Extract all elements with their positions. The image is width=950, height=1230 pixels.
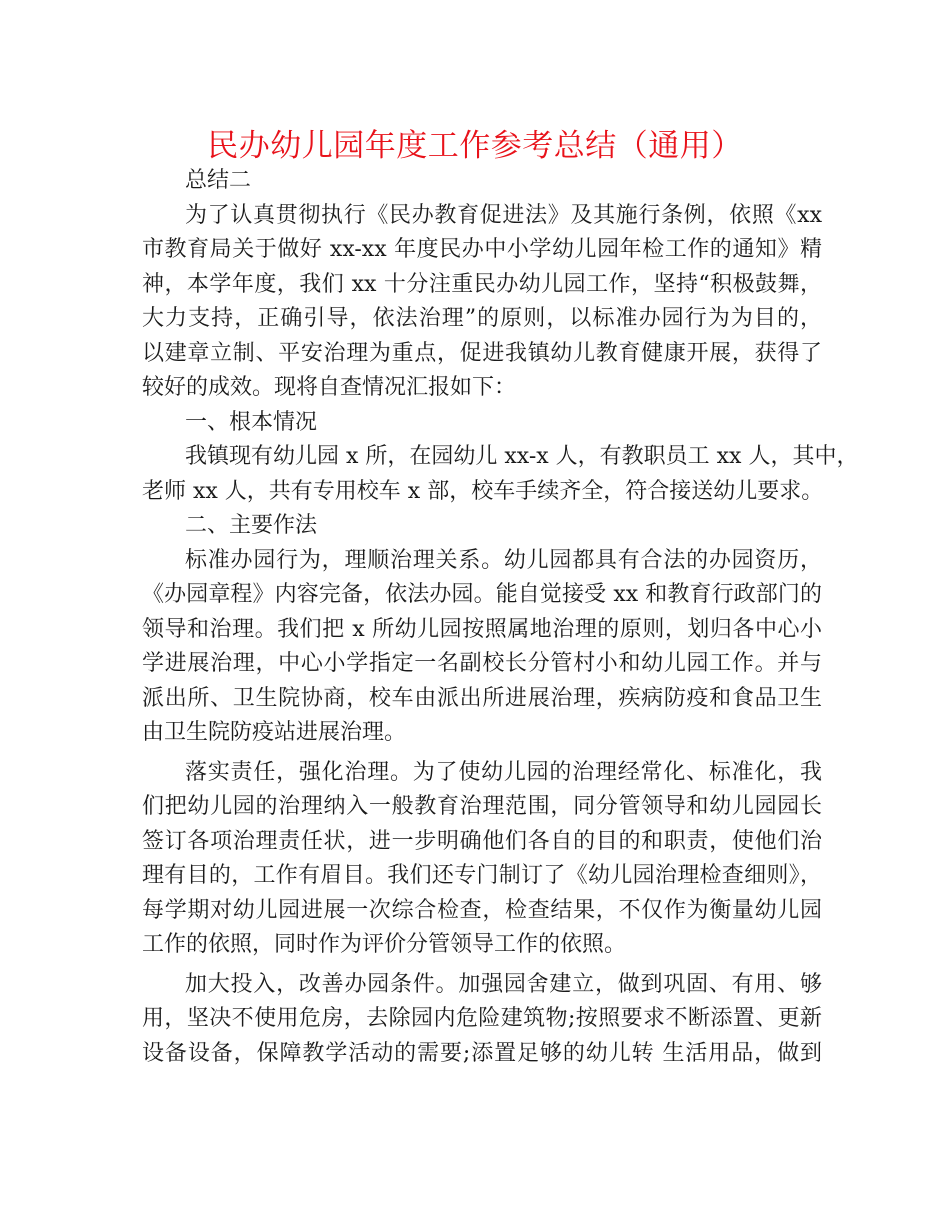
section-heading: 二、主要作法 (185, 513, 318, 538)
paragraph-line: 用，坚决不使用危房，去除园内危险建筑物;按照要求不断添置、更新 (142, 1006, 822, 1031)
paragraph-line: 落实责任，强化治理。为了使幼儿园的治理经常化、标准化，我 (185, 759, 822, 785)
paragraph-line: 老师 xx 人，共有专用校车 x 部，校车手续齐全，符合接送幼儿要求。 (142, 478, 824, 504)
paragraph-line: 学进展治理，中心小学指定一名副校长分管村小和幼儿园工作。并与 (142, 651, 822, 676)
paragraph-line: 们把幼儿园的治理纳入一般教育治理范围，同分管领导和幼儿园园长 (142, 794, 822, 819)
paragraph-line: 大力支持，正确引导，依法治理”的原则，以标准办园行为为目的， (142, 306, 822, 331)
paragraph-line: 《办园章程》内容完备，依法办园。能自觉接受 xx 和教育行政部门的 (142, 582, 822, 607)
paragraph-line: 派出所、卫生院协商，校车由派出所进展治理，疾病防疫和食品卫生 (142, 685, 822, 711)
paragraph-line: 每学期对幼儿园进展一次综合检查，检查结果，不仅作为衡量幼儿园 (142, 897, 822, 923)
paragraph-line: 设备设备，保障教学活动的需要;添置足够的幼儿转 生活用品，做到 (142, 1040, 822, 1066)
paragraph-line: 加大投入，改善办园条件。加强园舍建立，做到巩固、有用、够 (185, 971, 822, 997)
paragraph-line: 我镇现有幼儿园 x 所，在园幼儿 xx-x 人，有教职员工 xx 人，其中， (185, 444, 859, 469)
paragraph-line: 签订各项治理责任状，进一步明确他们各自的目的和职责，使他们治 (142, 828, 822, 854)
section-heading: 一、根本情况 (185, 409, 318, 435)
document-title: 民办幼儿园年度工作参考总结（通用） (207, 128, 743, 164)
paragraph-line: 神，本学年度，我们 xx 十分注重民办幼儿园工作，坚持“积极鼓舞， (142, 271, 822, 297)
paragraph-line: 以建章立制、平安治理为重点，促进我镇幼儿教育健康开展，获得了 (142, 340, 822, 366)
document-subtitle: 总结二 (185, 168, 252, 193)
paragraph-line: 为了认真贯彻执行《民办教育促进法》及其施行条例，依照《xx (185, 202, 822, 228)
paragraph-line: 由卫生院防疫站进展治理。 (142, 720, 407, 745)
document-body (142, 164, 859, 1071)
paragraph-line: 市教育局关于做好 xx-xx 年度民办中小学幼儿园年检工作的通知》精 (142, 237, 822, 262)
paragraph-line: 工作的依照，同时作为评价分管领导工作的依照。 (142, 932, 627, 957)
paragraph-line: 理有目的，工作有眉目。我们还专门制订了《幼儿园治理检查细则》， (142, 863, 822, 888)
paragraph-line: 标准办园行为，理顺治理关系。幼儿园都具有合法的办园资历， (185, 547, 822, 573)
paragraph-line: 较好的成效。现将自查情况汇报如下： (142, 375, 517, 400)
paragraph-line: 领导和治理。我们把 x 所幼儿园按照属地治理的原则，划归各中心小 (142, 616, 822, 642)
